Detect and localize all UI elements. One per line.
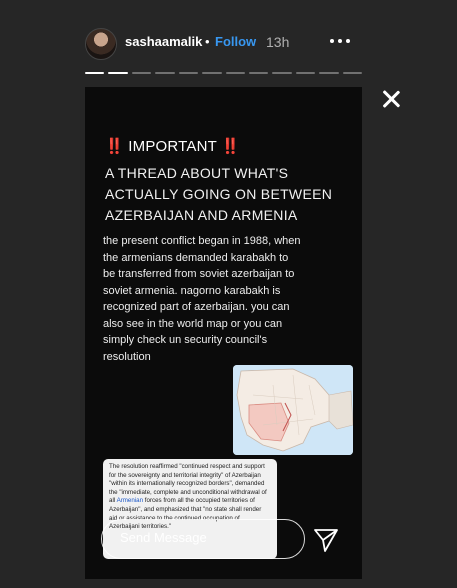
send-message-input[interactable]: Send Message xyxy=(101,519,305,559)
important-heading xyxy=(105,137,240,155)
progress-segment xyxy=(272,72,291,74)
timestamp: 13h xyxy=(266,34,290,50)
important-label: IMPORTANT xyxy=(128,138,217,155)
progress-segment xyxy=(179,72,198,74)
quote-text-end: forces from all the occupied territories of Azerbaijan", and emphasized that "no state shall render aid or assistance to the continued occupation of Azerbaijani territories." xyxy=(109,497,262,531)
progress-segment xyxy=(296,72,315,74)
send-icon[interactable] xyxy=(313,527,339,553)
azerbaijan-map-image xyxy=(233,365,353,455)
progress-segment xyxy=(343,72,362,74)
progress-segment xyxy=(249,72,268,74)
progress-segment xyxy=(226,72,245,74)
progress-segment xyxy=(108,72,127,74)
separator-dot: • xyxy=(205,34,210,49)
story-frame[interactable] xyxy=(85,87,362,579)
close-icon[interactable] xyxy=(380,88,402,110)
double-exclamation-icon: ‼️ xyxy=(221,138,241,155)
progress-segment xyxy=(85,72,104,74)
story-header xyxy=(85,26,365,56)
progress-segment xyxy=(155,72,174,74)
progress-segment xyxy=(319,72,338,74)
username[interactable]: sashaamalik xyxy=(125,34,203,49)
story-body-text: the present conflict began in 1988, when the armenians demanded karabakh to be transferred from soviet azerbaijan to soviet armenia. nagorno karabakh is recognized part of azerbaijan. you can also see in the world map or you can simply check un security council's resolution xyxy=(103,235,301,363)
progress-segment xyxy=(202,72,221,74)
more-options-icon[interactable] xyxy=(330,30,354,50)
story-progress-bar xyxy=(85,72,362,74)
quote-link: Armenian xyxy=(116,497,144,505)
follow-button[interactable]: Follow xyxy=(215,34,257,49)
double-exclamation-icon: ‼️ xyxy=(105,138,124,155)
quote-text: The resolution reaffirmed "continued respect and support for the sovereignty and territorial integrity" of Azerbaijan "within its internationally recognized borders", demanded the "immediate, complete and unconditional withdrawal of all xyxy=(109,463,267,505)
avatar[interactable] xyxy=(85,28,117,60)
thread-title: A THREAD ABOUT WHAT'S ACTUALLY GOING ON BETWEEN AZERBAIJAN AND ARMENIA xyxy=(105,165,333,223)
progress-segment xyxy=(132,72,151,74)
